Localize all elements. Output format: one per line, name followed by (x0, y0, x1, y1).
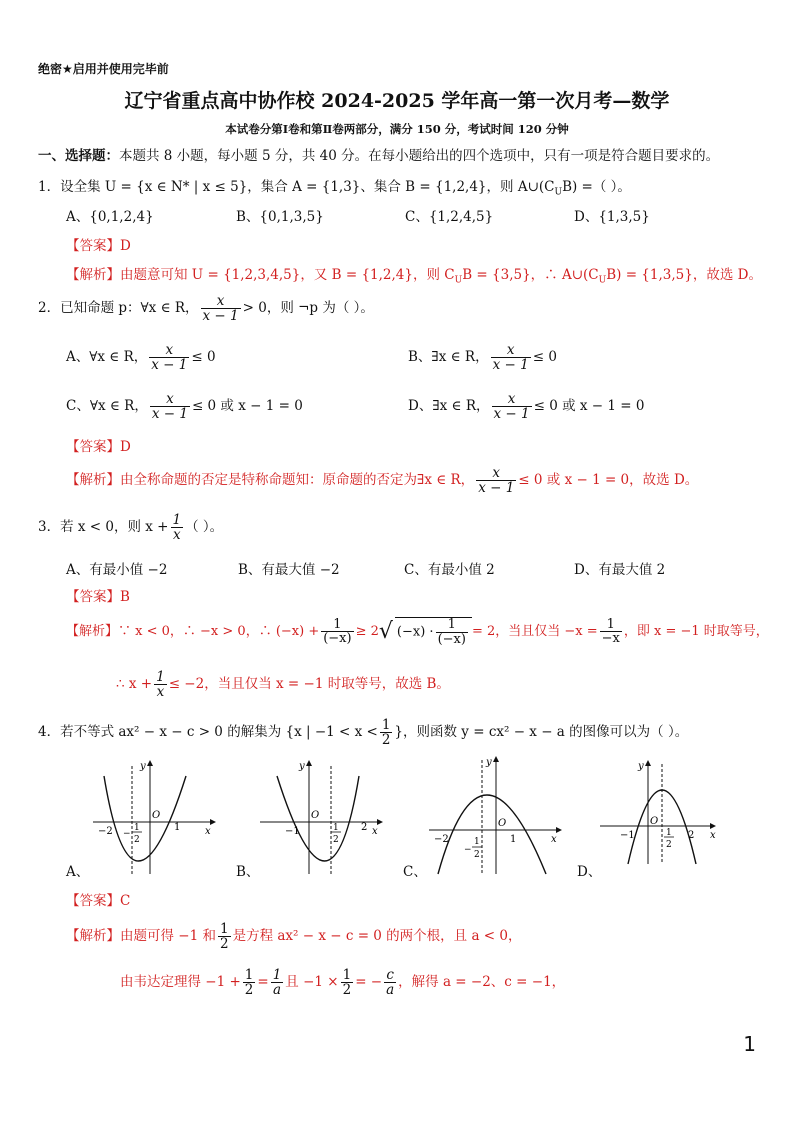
tick-mid-num: 1 (134, 823, 140, 833)
answer-label: 【答案】 (66, 238, 120, 254)
q2-opt-d-frac (492, 392, 532, 421)
frac-num: 1 (219, 921, 229, 937)
graph-d-label: D、 (577, 864, 602, 880)
q1-option-c: C、{1,2,4,5} (405, 209, 494, 225)
frac-num: 1 (156, 669, 165, 685)
q4-analysis2-e: ，解得 a = −2、c = −1， (398, 974, 566, 991)
frac-den: 2 (381, 732, 391, 749)
q4-stem-b: }，则函数 y = cx² − x − a 的图像可以为（ ）。 (394, 724, 689, 741)
q2-opt-b-text: B、∃x ∈ R， (408, 349, 489, 366)
q2-analysis (66, 466, 698, 495)
q2-answer (66, 435, 131, 455)
q3-stem-a: 3．若 x < 0，则 x + (38, 519, 169, 536)
tick-left: −2 (98, 826, 113, 837)
y-label: y (140, 761, 146, 772)
q3-answer (66, 585, 130, 605)
tick-neg: − (123, 829, 131, 839)
q1-analysis-sub: U (454, 275, 463, 286)
q3-analysis-a: ∵ x < 0，∴ −x > 0，∴ (−x) + (118, 624, 320, 640)
q2-analysis-b: ≤ 0 或 x − 1 = 0，故选 D。 (518, 472, 699, 489)
q3-analysis (66, 617, 769, 646)
frac-num: x (491, 343, 531, 358)
q3-stem-frac (171, 513, 184, 542)
page-subtitle: 本试卷分第Ⅰ卷和第Ⅱ卷两部分，满分 150 分，考试时间 120 分钟 (225, 122, 569, 136)
q1-stem-end: B) =（ ）。 (562, 179, 631, 195)
q4-analysis (66, 922, 522, 951)
sqrt-frac (436, 618, 468, 646)
q3-analysis-d: ，即 x = −1 时取等号， (623, 624, 769, 640)
q3-analysis-b: ≥ 2 (355, 624, 379, 640)
tick-neg: − (464, 845, 472, 855)
q1-analysis-c: B) = {1,3,5}，故选 D。 (606, 267, 762, 283)
q3-analysis-sqrt (395, 617, 472, 646)
q4-analysis-frac (218, 922, 231, 951)
q1-stem-a: 1．设全集 U = {x ∈ N* | x ≤ 5}，集合 A = {1,3}、集合 B = {1,2,4}，则 A∪(C (38, 179, 555, 195)
q2-analysis-frac (476, 466, 516, 495)
tick-right: 1 (510, 834, 517, 845)
q4-analysis2-frac2 (271, 968, 284, 997)
analysis-label: 【解析】 (66, 267, 120, 283)
frac-den: a (272, 982, 282, 999)
q2-opt-b-frac (491, 343, 531, 372)
q4-answer-value: C (120, 893, 131, 909)
frac-num: 1 (321, 618, 353, 633)
tick-left: −1 (620, 830, 635, 841)
q3-answer-value: B (120, 589, 130, 605)
tick-mid-num: 1 (474, 837, 480, 847)
q4-analysis-a: 由题可得 −1 和 (120, 928, 216, 945)
frac-den: 2 (342, 982, 352, 999)
frac-num: 1 (600, 618, 622, 633)
graph-d (598, 756, 723, 866)
q3-analysis2-b: ≤ −2，当且仅当 x = −1 时取等号，故选 B。 (168, 676, 450, 693)
q3-stem-b: （ ）。 (185, 519, 224, 536)
frac-den: x − 1 (202, 308, 239, 325)
q1-option-d: D、{1,3,5} (574, 209, 650, 225)
page-number: 1 (743, 1032, 756, 1056)
analysis-label: 【解析】 (66, 472, 120, 489)
q1-stem-sub: U (554, 187, 563, 198)
q4-stem-a: 4．若不等式 ax² − x − c > 0 的解集为 {x | −1 < x < (38, 724, 378, 741)
frac-den: (−x) (323, 631, 352, 647)
q1-option-b: B、{0,1,3,5} (236, 209, 324, 225)
q3-analysis-c: = 2，当且仅当 −x = (471, 624, 598, 640)
frac-num: 1 (342, 967, 352, 983)
frac-den: x (172, 527, 181, 544)
frac-den: x − 1 (151, 406, 188, 423)
q2-opt-a-text: A、∀x ∈ R， (66, 349, 148, 366)
graph-b-label: B、 (236, 864, 260, 880)
q3-option-b: B、有最大值 −2 (238, 562, 340, 578)
confidential-note: 绝密★启用并使用完毕前 (38, 62, 169, 76)
tick-right: 2 (361, 822, 368, 833)
q3-stem (38, 513, 223, 542)
answer-label: 【答案】 (66, 589, 120, 605)
q2-opt-c-end: ≤ 0 或 x − 1 = 0 (191, 398, 303, 415)
q3-analysis2-a: ∴ x + (116, 676, 153, 693)
x-label: x (710, 830, 716, 841)
frac-num: 1 (381, 717, 391, 733)
x-label: x (372, 826, 378, 837)
frac-den: 2 (219, 936, 229, 953)
sqrt-text: (−x) · (396, 624, 434, 640)
frac-den: a (386, 982, 395, 999)
frac-num: x (492, 392, 532, 407)
frac-num: x (476, 466, 516, 481)
q4-analysis2-a: 由韦达定理得 −1 + (120, 974, 241, 991)
q2-stem (38, 294, 374, 323)
q1-option-a: A、{0,1,2,4} (66, 209, 154, 225)
origin-label: O (152, 810, 161, 821)
frac-den: 2 (244, 982, 254, 999)
q4-analysis2-frac4 (384, 968, 396, 997)
frac-den: (−x) (437, 631, 466, 647)
q2-opt-a-end: ≤ 0 (191, 349, 216, 366)
q4-stem (38, 718, 688, 747)
q4-analysis2-c: 且 −1 × (285, 974, 339, 991)
tick-right: 1 (174, 822, 181, 833)
frac-num: 1 (172, 512, 182, 528)
sqrt-sign: √ (378, 619, 393, 645)
tick-left: −1 (285, 826, 300, 837)
q2-fraction (201, 294, 241, 323)
q4-analysis2-b: = (257, 974, 269, 991)
q4-analysis-b: 是方程 ax² − x − c = 0 的两个根，且 a < 0， (232, 928, 522, 945)
tick-mid-den: 2 (134, 835, 140, 845)
q3-option-c: C、有最小值 2 (404, 562, 495, 578)
x-label: x (205, 826, 211, 837)
q1-analysis-b: B = {3,5}，∴ A∪(C (462, 267, 599, 283)
frac-num: 1 (244, 967, 254, 983)
q2-opt-d-end: ≤ 0 或 x − 1 = 0 (533, 398, 645, 415)
section-heading (38, 144, 719, 164)
answer-label: 【答案】 (66, 439, 120, 455)
q2-stem-a: 2．已知命题 p：∀x ∈ R， (38, 300, 199, 317)
origin-label: O (498, 818, 507, 829)
tick-right: 2 (688, 830, 695, 841)
answer-label: 【答案】 (66, 893, 120, 909)
section-text: 本题共 8 小题，每小题 5 分，共 40 分。在每小题给出的四个选项中，只有一项是符合题目要求的。 (119, 148, 720, 164)
section-title: 一、选择题： (38, 148, 119, 164)
q2-option-c (66, 392, 303, 421)
q3-option-a: A、有最小值 −2 (66, 562, 168, 578)
q1-answer (66, 234, 131, 254)
frac-num: x (201, 294, 241, 309)
frac-den: x − 1 (493, 406, 530, 423)
q2-stem-b: > 0，则 ¬p 为（ ）。 (242, 300, 374, 317)
q2-option-d (408, 392, 644, 421)
tick-mid-den: 2 (474, 850, 480, 860)
q2-option-b (408, 343, 557, 372)
frac-den: −x (601, 631, 620, 647)
q4-analysis2-frac3 (341, 968, 354, 997)
frac-den: x − 1 (151, 357, 188, 374)
frac-num: 1 (272, 967, 282, 983)
origin-label: O (311, 810, 320, 821)
graph-c (424, 752, 564, 876)
analysis-label: 【解析】 (66, 928, 120, 945)
q3-analysis-frac3 (600, 618, 622, 646)
q3-analysis2-frac (154, 670, 167, 699)
q2-opt-a-frac (149, 343, 189, 372)
y-label: y (299, 761, 305, 772)
q4-analysis2-frac1 (243, 968, 256, 997)
q2-opt-c-text: C、∀x ∈ R， (66, 398, 148, 415)
q4-analysis2-d: = − (355, 974, 383, 991)
graph-a (88, 756, 218, 876)
frac-den: x − 1 (492, 357, 529, 374)
page-title: 辽宁省重点高中协作校 2024-2025 学年高一第一次月考—数学 (124, 90, 670, 112)
q3-analysis-frac1 (321, 618, 353, 646)
q4-answer (66, 889, 130, 909)
graph-a-label: A、 (66, 864, 90, 880)
analysis-label: 【解析】 (66, 624, 119, 640)
tick-mid-num: 1 (333, 823, 339, 833)
x-label: x (551, 834, 557, 845)
q2-option-a (66, 343, 216, 372)
q1-analysis (66, 263, 762, 286)
q4-stem-frac (380, 718, 393, 747)
q2-opt-d-text: D、∃x ∈ R， (408, 398, 490, 415)
frac-num: 1 (436, 618, 468, 633)
y-label: y (486, 757, 492, 768)
q2-opt-b-end: ≤ 0 (532, 349, 557, 366)
q1-analysis-a: 由题意可知 U = {1,2,3,4,5}，又 B = {1,2,4}，则 C (120, 267, 455, 283)
q1-stem (38, 175, 631, 198)
tick-mid-den: 2 (333, 835, 339, 845)
q3-option-d: D、有最大值 2 (574, 562, 666, 578)
q2-opt-c-frac (150, 392, 190, 421)
origin-label: O (650, 816, 659, 827)
y-label: y (638, 761, 644, 772)
graph-c-label: C、 (403, 864, 427, 880)
tick-mid-den: 2 (666, 840, 672, 850)
graph-b (255, 756, 385, 876)
q2-answer-value: D (120, 439, 131, 455)
frac-den: x − 1 (478, 480, 515, 497)
tick-left: −2 (434, 834, 449, 845)
frac-num: x (150, 392, 190, 407)
q1-answer-value: D (120, 238, 131, 254)
q3-analysis-line2 (116, 670, 450, 699)
tick-mid-num: 1 (666, 828, 672, 838)
frac-num: c (384, 968, 396, 983)
q2-analysis-a: 由全称命题的否定是特称命题知：原命题的否定为∃x ∈ R， (120, 472, 475, 489)
q1-analysis-sub2: U (598, 275, 607, 286)
frac-num: x (149, 343, 189, 358)
frac-den: x (156, 684, 165, 701)
q4-analysis-line2 (120, 968, 565, 997)
